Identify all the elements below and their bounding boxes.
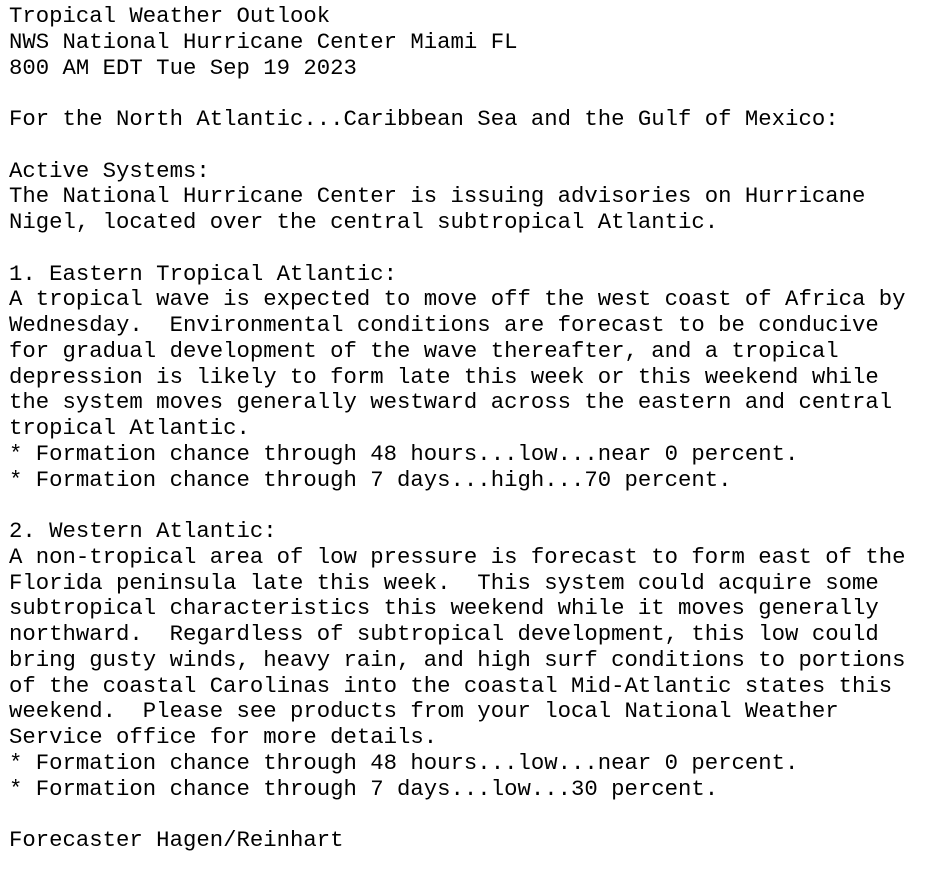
area-text: A non-tropical area of low pressure is forecast to form east of the: [9, 543, 906, 570]
area-text: depression is likely to form late this week or this weekend while: [9, 363, 879, 390]
active-systems-text: Nigel, located over the central subtropical Atlantic.: [9, 209, 719, 235]
document-title: Tropical Weather Outlook: [9, 3, 331, 29]
area-text: A tropical wave is expected to move off the west coast of Africa by: [9, 286, 906, 313]
blank-line: [9, 493, 950, 519]
area-text: weekend. Please see products from your local National Weather: [9, 698, 839, 725]
formation-chance: * Formation chance through 48 hours...low...near 0 percent.: [9, 749, 799, 776]
blank-line: [9, 133, 950, 159]
area-heading: 1. Eastern Tropical Atlantic:: [9, 260, 398, 287]
area-text: of the coastal Carolinas into the coastal Mid-Atlantic states this: [9, 672, 893, 699]
area-text: for gradual development of the wave thereafter, and a tropical: [9, 337, 839, 364]
area-text: northward. Regardless of subtropical development, this low could: [9, 621, 879, 647]
formation-chance: * Formation chance through 48 hours...low...near 0 percent.: [9, 440, 799, 467]
forecaster-signature: Forecaster Hagen/Reinhart: [9, 827, 344, 853]
area-heading: 2. Western Atlantic:: [9, 518, 277, 544]
formation-chance: * Formation chance through 7 days...low...30 percent.: [9, 775, 719, 802]
blank-line: [9, 81, 950, 107]
active-systems-text: The National Hurricane Center is issuing advisories on Hurricane: [9, 183, 866, 210]
area-text: the system moves generally westward across the eastern and central: [9, 389, 893, 416]
area-text: tropical Atlantic.: [9, 415, 250, 441]
area-text: bring gusty winds, heavy rain, and high surf conditions to portions: [9, 646, 906, 673]
scope-line: For the North Atlantic...Caribbean Sea and the Gulf of Mexico:: [9, 106, 839, 132]
area-text: Service office for more details.: [9, 724, 438, 750]
issuing-office: NWS National Hurricane Center Miami FL: [9, 28, 518, 55]
area-text: Wednesday. Environmental conditions are forecast to be conducive: [9, 312, 879, 338]
active-systems-heading: Active Systems:: [9, 157, 210, 184]
area-text: Florida peninsula late this week. This system could acquire some: [9, 569, 879, 596]
formation-chance: * Formation chance through 7 days...high...70 percent.: [9, 466, 732, 493]
blank-line: [9, 802, 950, 828]
issue-time: 800 AM EDT Tue Sep 19 2023: [9, 54, 357, 81]
blank-line: [9, 236, 950, 262]
area-text: subtropical characteristics this weekend while it moves generally: [9, 595, 879, 622]
